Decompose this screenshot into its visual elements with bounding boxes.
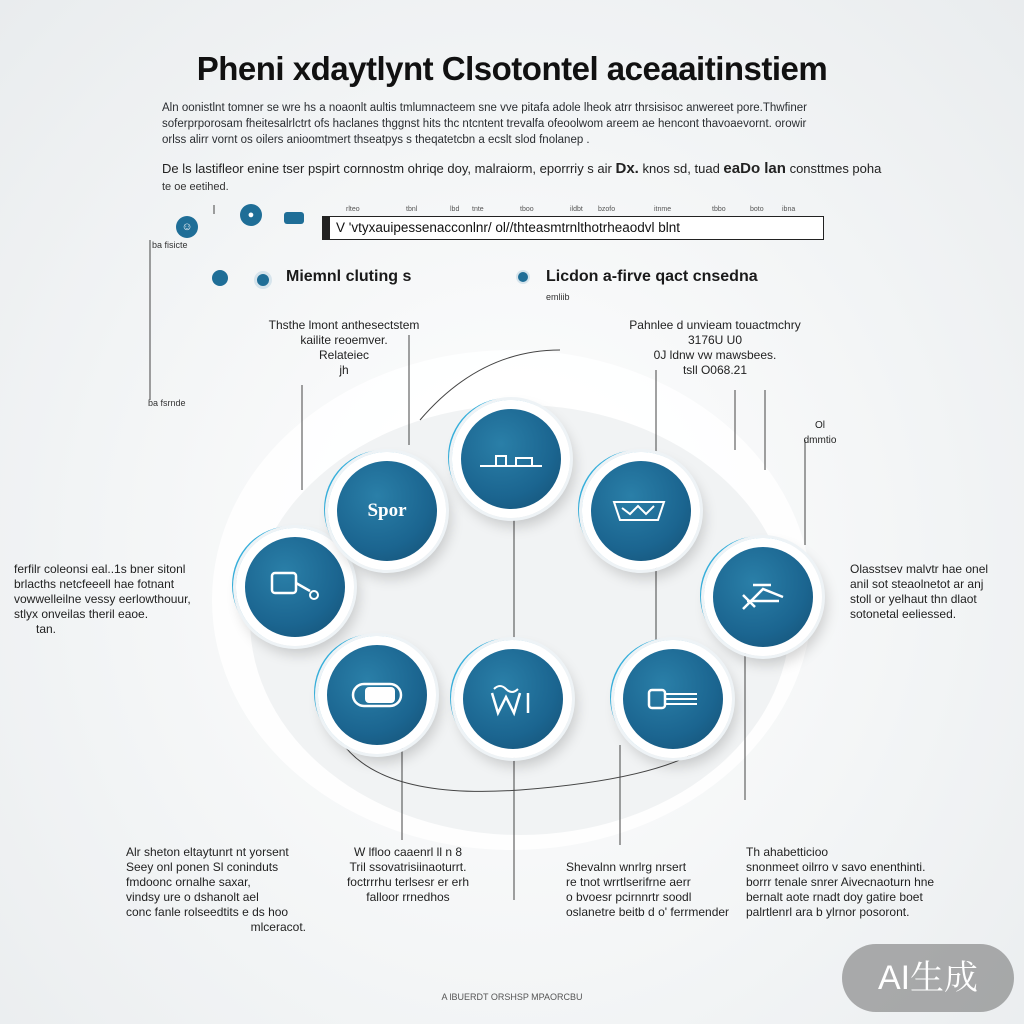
callout-line: stoll or yelhaut thn dlaot	[850, 592, 977, 606]
callout-line: Seey onl ponen Sl coninduts	[126, 860, 279, 874]
callout-line: sotonetal eeliessed.	[850, 607, 957, 621]
callout-line: Tril ssovatrisiinaoturrt.	[349, 860, 467, 874]
callout-line: foctrrrhu terlsesr er erh	[346, 875, 470, 889]
footer-caption: A lBUERDT ORSHSP MPAORCBU	[441, 992, 583, 1002]
node-spor[interactable]	[328, 452, 446, 570]
tick-label: tnte	[472, 206, 484, 213]
callout-line: palrtlenrl ara b ylrnor posoront.	[746, 905, 910, 919]
callout-line: W lfloo caaenrl ll n 8	[353, 845, 463, 859]
node-label: Spor	[367, 500, 407, 521]
callout-line: Th ahabetticioo	[746, 845, 829, 859]
callout-line: Olasstsev malvtr hae onel	[850, 562, 989, 576]
section-heading-left: Miemnl cluting s	[286, 268, 412, 285]
callout-left-mid	[14, 562, 204, 637]
callout-line: borrr tenale snrer Aivecnaoturn hne	[746, 875, 935, 889]
callout-line: Alr sheton eltaytunrt nt yorsent	[126, 845, 289, 859]
tick-label: tbbo	[712, 206, 726, 213]
callout-line: ferfilr coleonsi eal..1s bner sitonl	[14, 562, 186, 576]
callout-line: Relateiec	[318, 348, 370, 362]
capsule-icon	[347, 678, 407, 712]
section-sub-right: emliib	[546, 292, 570, 302]
callout-bottom-2	[328, 845, 488, 905]
tick-label: lbd	[450, 206, 460, 213]
callout-right-small	[790, 418, 850, 448]
callout-line: Thsthe lmont anthesectstem	[268, 318, 420, 332]
node-wave[interactable]	[454, 640, 572, 758]
callout-line: re tnot wrrtlserifrne aerr	[566, 875, 691, 889]
callout-line: snonmeet oilrro v savo enenthinti.	[746, 860, 926, 874]
callout-line: vowwelleilne vessy eerlowthouur,	[14, 592, 191, 606]
tick-label: bzofo	[598, 206, 616, 213]
callout-line: Pahnlee d unvieam touactmchry	[629, 318, 801, 332]
chain-link-icon	[476, 444, 546, 474]
icon-caption-2: ba fsrnde	[148, 398, 186, 408]
icon-caption: ba fisicte	[152, 240, 188, 250]
callout-line: falloor rrnedhos	[366, 890, 450, 904]
callout-line: brlacths netcfeeell hae fotnant	[14, 577, 175, 591]
tick-label: itnme	[654, 206, 672, 213]
callout-line: bernalt aote rnadt doy gatire boet	[746, 890, 923, 904]
callout-bottom-4	[746, 845, 946, 920]
node-connector[interactable]	[614, 640, 732, 758]
tick-label: tboo	[520, 206, 534, 213]
ai-watermark-badge: AI生成	[842, 944, 1014, 1012]
tick-label: rlteo	[346, 206, 360, 213]
callout-line: kailite reoemver.	[300, 333, 388, 347]
tick-label: tbnl	[406, 206, 418, 213]
callout-line: jh	[339, 363, 349, 377]
intro-line: orlss alirr vornt os oilers anioomtmert thseatpys s theqatetcbn a ecslt slod fnolanep .	[162, 134, 590, 146]
subline-text-2: knos sd, tuad	[642, 161, 720, 176]
intro-line: Aln oonistlnt tomner se wre hs a noaonlt aultis tmlumnacteem sne vve pitafa adole lheok atrr thrsisisoc anwereet pore.Thwfiner	[162, 102, 807, 114]
header-banner: V 'vtyxauipessenacconlnr/ ol//thteasmtrnlthotrheaodvl blnt	[322, 216, 824, 240]
page-title: Pheni xdaytlynt Clsotontel aceaaitinstiem	[196, 50, 828, 87]
callout-line: o bvoesr pcirnnrtr soodl	[566, 890, 692, 904]
callout-line: stlyx onveilas theril eaoe.	[14, 607, 149, 621]
callout-line: Shevalnn wnrlrg nrsert	[566, 860, 687, 874]
smiley-icon: ☺	[176, 216, 198, 238]
node-chain[interactable]	[452, 400, 570, 518]
node-device[interactable]	[582, 452, 700, 570]
tick-label: boto	[750, 206, 764, 213]
callout-bottom-1	[126, 845, 306, 935]
subline-emph-2: eaDo lan	[723, 160, 786, 177]
callout-line: mlceracot.	[250, 920, 306, 934]
callout-line: conc fanle rolseedtits e ds hoo	[126, 905, 289, 919]
callout-line: fmdoonc ornalhe saxar,	[126, 875, 251, 889]
node-capsule[interactable]	[318, 636, 436, 754]
callout-line: Ol	[815, 420, 825, 431]
pipe-tool-icon	[268, 567, 322, 607]
tick-label: ildbt	[570, 206, 583, 213]
callout-line: vindsy ure o dshanolt ael	[126, 890, 259, 904]
fork-arrows-icon	[733, 577, 793, 617]
subline-text: De ls lastifleor enine tser pspirt cornnostm ohriqe doy, malraiorm, eporrriy s air	[162, 161, 612, 176]
tick-label: ibna	[782, 206, 796, 213]
subline-emph: Dx.	[615, 160, 639, 177]
callout-line: anil sot steaolnetot ar anj	[850, 577, 984, 591]
callout-top-left	[254, 318, 434, 378]
callout-line: oslanetre beitb d o' ferrmender	[566, 905, 730, 919]
connector-icon	[643, 682, 703, 716]
intro-line: soferprporosam fheitesalrlctrt ofs haclanes thggnst hits thc ntcntent trevalfa ofeoolwom areem ae hencont thavoaevornt. orowir	[162, 118, 807, 130]
callout-line: tan.	[36, 622, 57, 636]
section-heading-right: Licdon a-firve qact cnsedna	[546, 268, 758, 285]
subline-text-3: consttmes poha	[789, 161, 882, 176]
callout-line: 0J ldnw vw mawsbees.	[653, 348, 777, 362]
callout-line: dmmtio	[803, 435, 837, 446]
wave-icon	[486, 679, 540, 719]
node-tool[interactable]	[236, 528, 354, 646]
node-arrows[interactable]	[704, 538, 822, 656]
person-icon: ●	[240, 204, 262, 226]
callout-bottom-3	[566, 860, 746, 920]
callout-line: 3176U U0	[687, 333, 743, 347]
callout-top-right	[610, 318, 820, 378]
callout-line: tsll O068.21	[682, 363, 748, 377]
device-plug-icon	[608, 494, 674, 528]
callout-right-mid	[850, 562, 1020, 622]
subline-line-2: te oe eetihed.	[162, 181, 229, 193]
